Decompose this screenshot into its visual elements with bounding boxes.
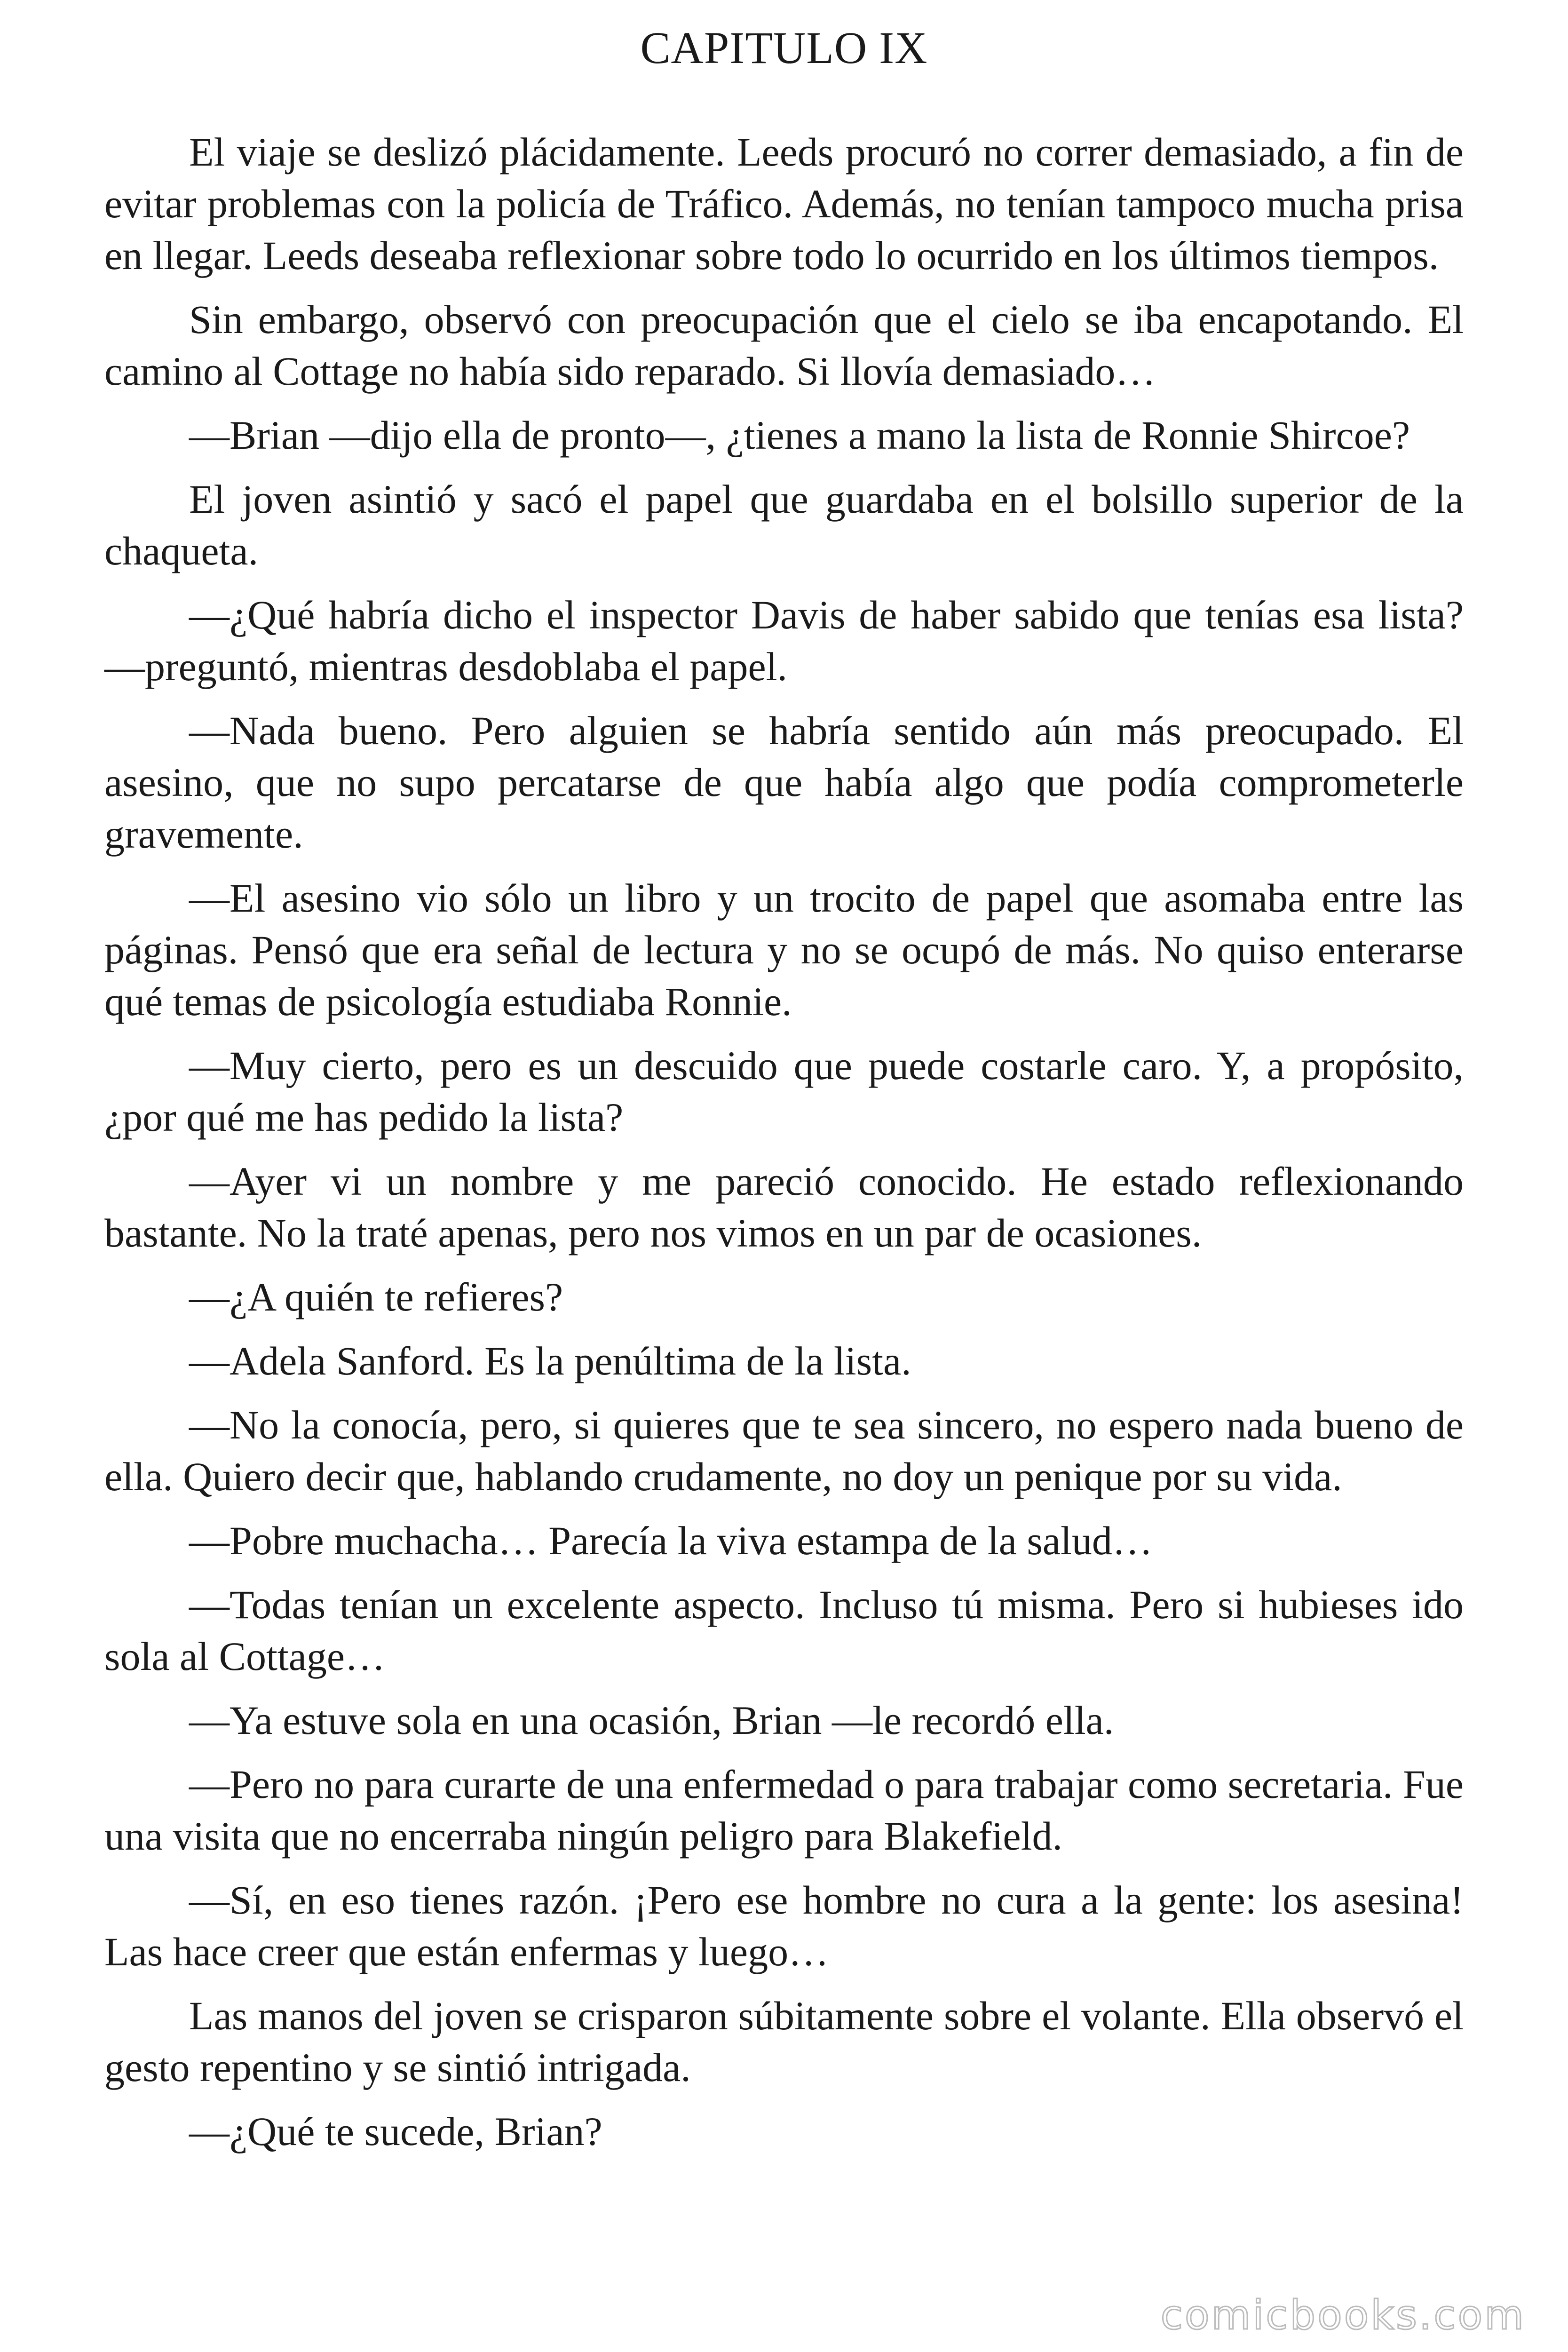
paragraph: —Ya estuve sola en una ocasión, Brian —le recordó ella. — [189, 1698, 1114, 1743]
paragraph: —Todas tenían un excelente aspecto. Incluso tú misma. Pero si hubieses ido sola al Cottage… — [104, 1582, 1464, 1679]
paragraph: —Pero no para curarte de una enfermedad o para trabajar como secretaria. Fue una visita que no encerraba ningún peligro para Blakefield. — [104, 1762, 1464, 1859]
watermark: comicbooks.com — [1160, 2292, 1526, 2339]
paragraph: —Brian —dijo ella de pronto—, ¿tienes a mano la lista de Ronnie Shircoe? — [189, 413, 1410, 458]
paragraph: —¿Qué te sucede, Brian? — [189, 2109, 602, 2154]
paragraph: —Adela Sanford. Es la penúltima de la lista. — [189, 1338, 911, 1383]
paragraph: —¿Qué habría dicho el inspector Davis de haber sabido que tenías esa lista? —preguntó, mientras desdoblaba el papel. — [104, 592, 1464, 689]
body-text — [104, 126, 1464, 2169]
paragraph: —Muy cierto, pero es un descuido que puede costarle caro. Y, a propósito, ¿por qué me has pedido la lista? — [104, 1043, 1464, 1140]
paragraph: —Sí, en eso tienes razón. ¡Pero ese hombre no cura a la gente: los asesina! Las hace creer que están enfermas y luego… — [104, 1877, 1464, 1974]
paragraph: —¿A quién te refieres? — [189, 1274, 563, 1319]
paragraph: —Pobre muchacha… Parecía la viva estampa de la salud… — [189, 1518, 1153, 1563]
paragraph: —Ayer vi un nombre y me pareció conocido. He estado reflexionando bastante. No la traté apenas, pero nos vimos en un par de ocasiones. — [104, 1159, 1464, 1255]
paragraph: El viaje se deslizó plácidamente. Leeds procuró no correr demasiado, a fin de evitar problemas con la policía de Tráfico. Además, no tenían tampoco mucha prisa en llegar. Leeds deseaba reflexionar sobre todo lo ocurrido en los últimos tiempos. — [104, 129, 1464, 278]
paragraph: El joven asintió y sacó el papel que guardaba en el bolsillo superior de la chaqueta. — [104, 477, 1464, 573]
paragraph: Sin embargo, observó con preocupación que el cielo se iba encapotando. El camino al Cottage no había sido reparado. Si llovía demasiado… — [104, 297, 1464, 394]
paragraph: —No la conocía, pero, si quieres que te sea sincero, no espero nada bueno de ella. Quiero decir que, hablando crudamente, no doy un penique por su vida. — [104, 1402, 1464, 1499]
paragraph: Las manos del joven se crisparon súbitamente sobre el volante. Ella observó el gesto repentino y se sintió intrigada. — [104, 1993, 1464, 2090]
chapter-title: CAPITULO IX — [640, 23, 928, 73]
paragraph: —El asesino vio sólo un libro y un trocito de papel que asomaba entre las páginas. Pensó que era señal de lectura y no se ocupó de más. No quiso enterarse qué temas de psicología estudiaba Ronnie. — [104, 875, 1464, 1024]
paragraph: —Nada bueno. Pero alguien se habría sentido aún más preocupado. El asesino, que no supo percatarse de que había algo que podía comprometerle gravemente. — [104, 708, 1464, 857]
